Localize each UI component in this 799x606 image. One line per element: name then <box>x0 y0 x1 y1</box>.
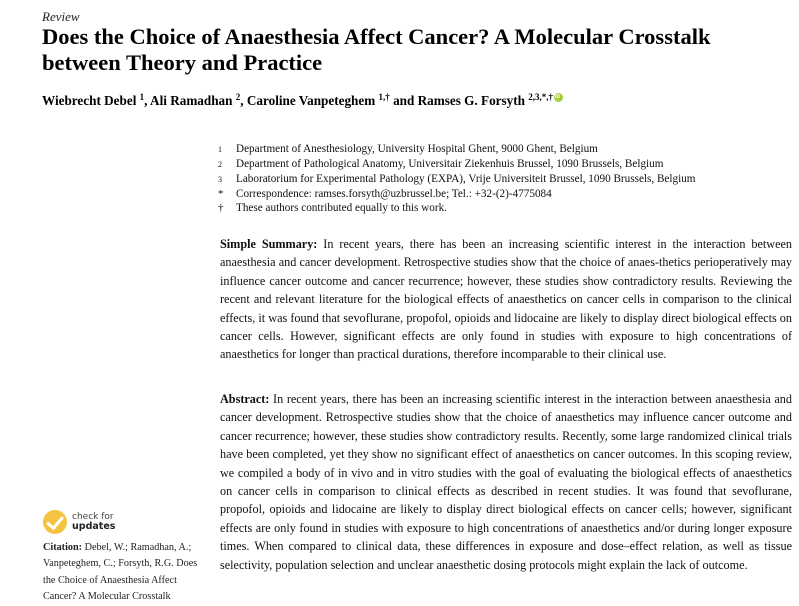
updates-text: updates <box>72 521 116 532</box>
abstract-text: In recent years, there has been an increasing scientific interest in the interaction between anaesthesia and cancer development. Retrospective studies show that the choice of anaesthetics may influence cancer outcome and cancer recurrence; however, these studies show contradictory results. Recently, some large randomized clinical trials have been completed, yet they show no significant effect of anaesthetics on cancer outcomes. In this scoping review, we compiled a body of in vivo and in vitro studies with the goal of evaluating the biological effects of anaesthetics on cancer cells in comparison to clinical effects as described in recent studies. It was found that sevoflurane, propofol, opioids and lidocaine are likely to display direct biological effects on cancer cells; however, significant effects are only found in studies with exposure to high concentrations of anaesthetics and/or during longer exposure times. When compared to clinical data, these differences in exposure and dose–effect relation, as well as tissue selectivity, population selection and unclear anaesthetic dosing protocols might explain the lack of outcome. <box>220 392 792 572</box>
affiliation-text: Department of Anesthesiology, University Hospital Ghent, 9000 Ghent, Belgium <box>236 143 598 155</box>
author-affiliation-sup: 1 <box>139 92 145 102</box>
author-separator: , <box>144 93 151 108</box>
author-name[interactable]: Caroline Vanpeteghem <box>246 93 376 108</box>
affiliation-item <box>218 157 696 172</box>
check-for-updates-button[interactable] <box>43 510 115 534</box>
check-badge-icon <box>43 510 67 534</box>
author-affiliation-sup: 2,3,*,† <box>528 92 554 102</box>
simple-summary-label: Simple Summary: <box>220 237 318 251</box>
abstract <box>220 390 792 574</box>
citation-label: Citation: <box>43 542 83 553</box>
equal-contribution-note <box>218 201 696 215</box>
affiliation-text: Laboratorium for Experimental Pathology (EXPA), Vrije Universiteit Brussel, 1090 Brussels, Belgium <box>236 173 696 185</box>
check-for-text: check for <box>72 512 114 522</box>
affiliations-list <box>218 142 696 215</box>
affiliation-mark: 3 <box>218 175 222 184</box>
correspondence-text[interactable]: Correspondence: ramses.forsyth@uzbrussel.be; Tel.: +32-(2)-4775084 <box>236 188 552 200</box>
author-name[interactable]: Ramses G. Forsyth <box>417 93 525 108</box>
author-list <box>42 93 563 109</box>
affiliation-mark: 1 <box>218 145 222 154</box>
citation <box>43 540 208 606</box>
affiliation-text: Department of Pathological Anatomy, Universitair Ziekenhuis Brussel, 1090 Brussels, Belgium <box>236 158 664 170</box>
author-separator: , <box>240 93 247 108</box>
simple-summary <box>220 235 792 364</box>
affiliation-mark: 2 <box>218 160 222 169</box>
article-type: Review <box>42 9 80 24</box>
check-for-updates-label <box>72 512 115 532</box>
citation-text: Debel, W.; Ramadhan, A.; Vanpeteghem, C.; Forsyth, R.G. Does the Choice of Anaesthesia Affect Cancer? A Molecular Crosstalk <box>43 542 198 603</box>
orcid-icon[interactable] <box>554 93 563 102</box>
correspondence-mark: * <box>218 188 224 200</box>
equal-contribution-text: These authors contributed equally to this work. <box>236 202 447 214</box>
author-and: and <box>389 93 418 108</box>
correspondence-item <box>218 187 696 201</box>
article-title: Does the Choice of Anaesthesia Affect Cancer? A Molecular Crosstalk between Theory and Practice <box>42 24 711 75</box>
affiliation-item <box>218 172 696 187</box>
affiliation-item <box>218 142 696 157</box>
simple-summary-text: In recent years, there has been an increasing scientific interest in the interaction between anaesthesia and cancer development. Retrospective studies show that the choice of anaes-thetics perioperatively may influence cancer outcome and cancer recurrence; however, these studies show contradictory results. Reviewing the recent and relevant literature for the biological effects of anaesthetics on cancer cells in comparison to the clinical effects, it was found that sevoflurane, propofol, opioids and lidocaine are likely to display direct biological effects on cancer cells. However, significant effects are only found in studies with exposure to high concentrations of anaesthetics for longer than practical durations, therefore incomparable to their clinical use. <box>220 237 793 362</box>
equal-contribution-mark: † <box>218 202 224 214</box>
author-name[interactable]: Ali Ramadhan <box>150 93 233 108</box>
author-name[interactable]: Wiebrecht Debel <box>42 93 137 108</box>
author-affiliation-sup: 1,† <box>378 92 390 102</box>
abstract-label: Abstract: <box>220 392 270 406</box>
author-affiliation-sup: 2 <box>235 92 241 102</box>
